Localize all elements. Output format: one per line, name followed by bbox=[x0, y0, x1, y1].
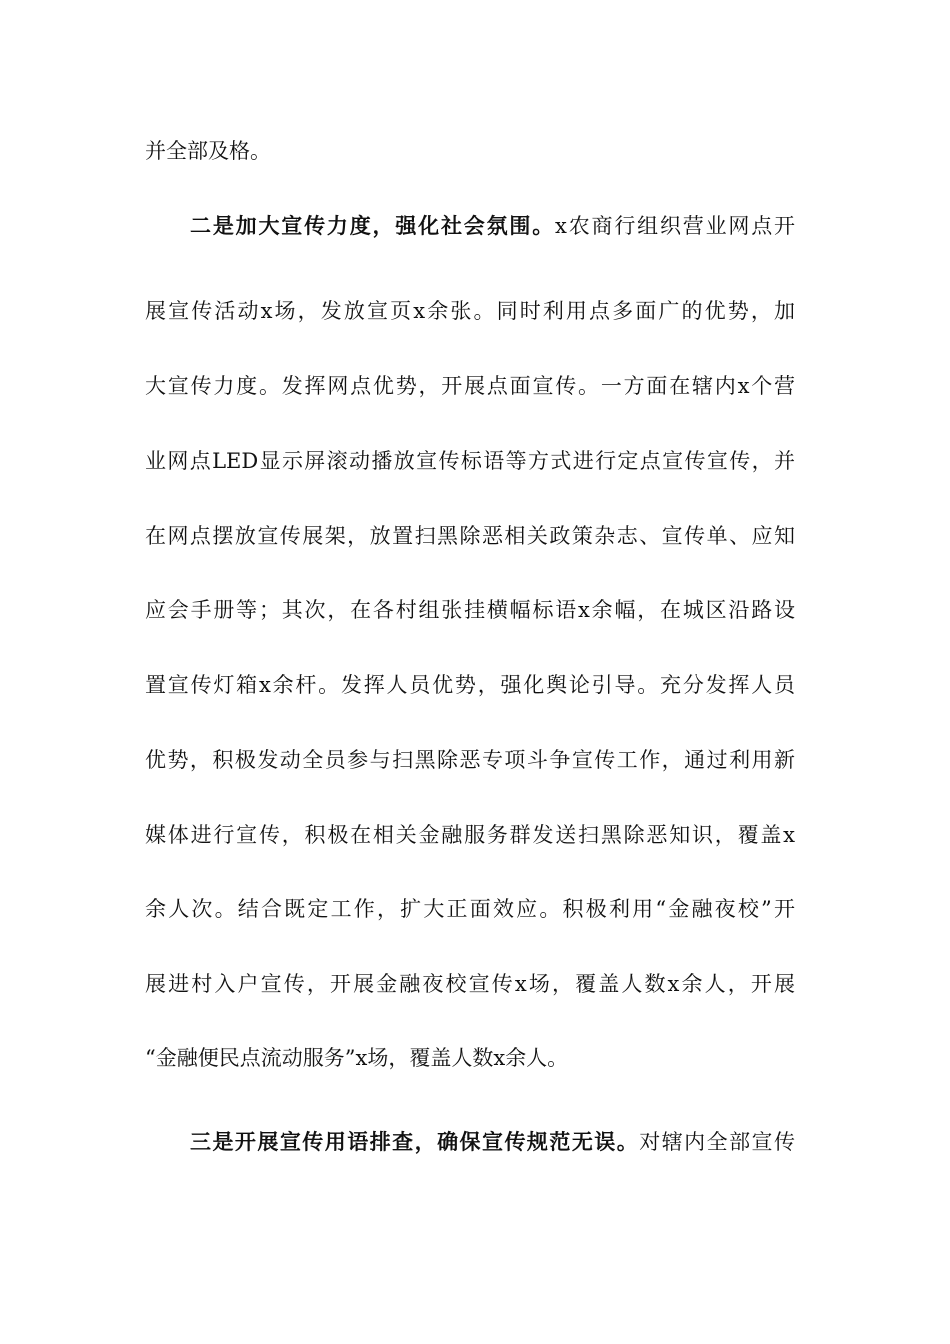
line-text: x农商行组织营业网点开 bbox=[555, 214, 796, 238]
text-line bbox=[145, 670, 795, 700]
line-text: 优势，积极发动全员参与扫黑除恶专项斗争宣传工作，通过利用新 bbox=[145, 748, 795, 772]
line-text: 在网点摆放宣传展架，放置扫黑除恶相关政策杂志、宣传单、应知 bbox=[145, 524, 795, 548]
text-line bbox=[145, 296, 795, 326]
text-line bbox=[145, 894, 795, 924]
line-text: 媒体进行宣传，积极在相关金融服务群发送扫黑除恶知识，覆盖x bbox=[145, 823, 795, 847]
paragraph-first-line bbox=[190, 1127, 795, 1157]
paragraph-heading: 二是加大宣传力度，强化社会氛围。 bbox=[190, 213, 556, 238]
text-line bbox=[145, 521, 795, 551]
line-text: 对辖内全部宣传 bbox=[639, 1130, 796, 1154]
line-text: 展进村入户宣传，开展金融夜校宣传x场，覆盖人数x余人，开展 bbox=[145, 972, 795, 996]
line-text: 应会手册等；其次，在各村组张挂横幅标语x余幅，在城区沿路设 bbox=[145, 598, 795, 622]
line-text: 置宣传灯箱x余杆。发挥人员优势，强化舆论引导。充分发挥人员 bbox=[145, 673, 795, 697]
text-line bbox=[145, 820, 795, 850]
text-line bbox=[145, 446, 795, 476]
paragraph-heading: 三是开展宣传用语排查，确保宣传规范无误。 bbox=[190, 1129, 640, 1154]
paragraph-first-line bbox=[190, 211, 795, 241]
text-line bbox=[145, 595, 795, 625]
text-line bbox=[145, 969, 795, 999]
line-text: “金融便民点流动服务”x场，覆盖人数x余人。 bbox=[145, 1046, 569, 1070]
text-line bbox=[145, 371, 795, 401]
text-line bbox=[145, 745, 795, 775]
line-text: 并全部及格。 bbox=[145, 139, 271, 163]
line-text: 展宣传活动x场，发放宣页x余张。同时利用点多面广的优势，加 bbox=[145, 299, 795, 323]
text-line bbox=[145, 1043, 795, 1073]
line-text: 大宣传力度。发挥网点优势，开展点面宣传。一方面在辖内x个营 bbox=[145, 374, 795, 398]
text-line bbox=[145, 136, 795, 166]
line-text: 业网点LED显示屏滚动播放宣传标语等方式进行定点宣传宣传，并 bbox=[145, 449, 795, 473]
line-text: 余人次。结合既定工作，扩大正面效应。积极利用“金融夜校”开 bbox=[145, 897, 795, 921]
